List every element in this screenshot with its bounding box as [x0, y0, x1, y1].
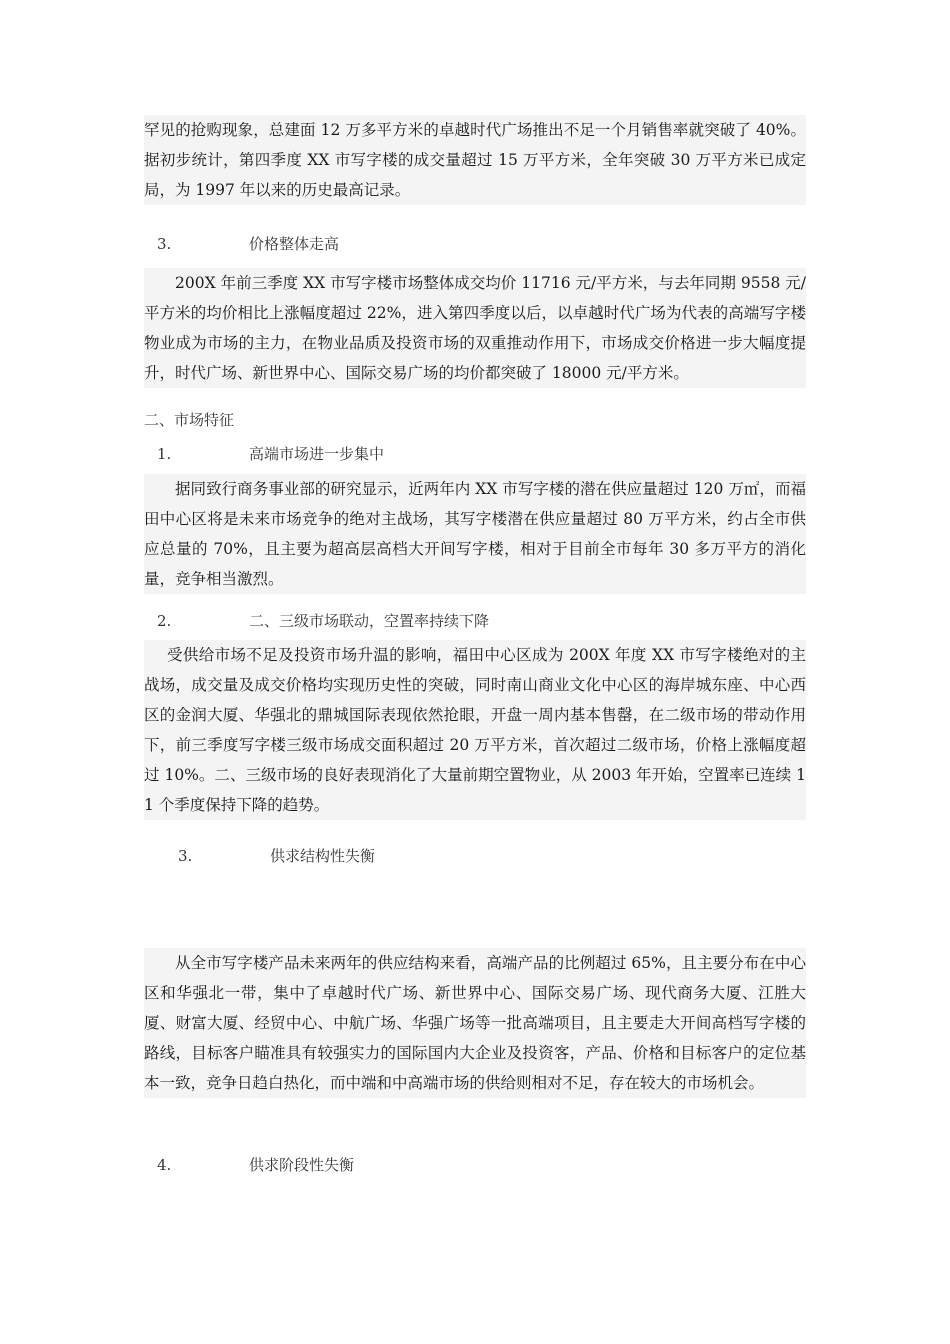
subheading-text: 供求阶段性失衡	[249, 1156, 355, 1174]
subheading-number: 3.	[178, 847, 193, 865]
subheading-structural-imbalance	[178, 844, 375, 868]
subheading-text: 高端市场进一步集中	[249, 445, 385, 463]
subheading-number: 4.	[157, 1156, 172, 1174]
subheading-number: 1.	[157, 445, 172, 463]
subheading-market-linkage	[157, 609, 489, 633]
subheading-text: 价格整体走高	[249, 235, 340, 253]
paragraph-price-details: 200X 年前三季度 XX 市写字楼市场整体成交均价 11716 元/平方米，与去年同期 9558 元/平方米的均价相比上涨幅度超过 22%，进入第四季度以后，以卓越时代广场为代表的高端写字楼物业成为市场的主力，在物业品质及投资市场的双重推动作用下，市场成交价格进一步大幅度提升，时代广场、新世界中心、国际交易广场的均价都突破了 18000 元/平方米。	[144, 268, 806, 388]
paragraph-sales-record: 罕见的抢购现象，总建面 12 万多平方米的卓越时代广场推出不足一个月销售率就突破了 40%。据初步统计，第四季度 XX 市写字楼的成交量超过 15 万平方米，全年突破 30 万平方米已成定局，为 1997 年以来的历史最高记录。	[144, 115, 806, 205]
subheading-text: 供求结构性失衡	[270, 847, 376, 865]
paragraph-supply-research: 据同致行商务事业部的研究显示，近两年内 XX 市写字楼的潜在供应量超过 120 万㎡，而福田中心区将是未来市场竞争的绝对主战场，其写字楼潜在供应量超过 80 万平方米，约占全市供应总量的 70%，且主要为超高层高档大开间写字楼，相对于目前全市每年 30 多万平方的消化量，竞争相当激烈。	[144, 474, 806, 594]
paragraph-supply-structure: 从全市写字楼产品未来两年的供应结构来看，高端产品的比例超过 65%，且主要分布在中心区和华强北一带，集中了卓越时代广场、新世界中心、国际交易广场、现代商务大厦、江胜大厦、财富大厦、经贸中心、中航广场、华强广场等一批高端项目，且主要走大开间高档写字楼的路线，目标客户瞄准具有较强实力的国际国内大企业及投资客，产品、价格和目标客户的定位基本一致，竞争日趋白热化，而中端和中高端市场的供给则相对不足，存在较大的市场机会。	[144, 948, 806, 1098]
subheading-number: 3.	[157, 235, 172, 253]
subheading-text: 二、三级市场联动，空置率持续下降	[249, 612, 490, 630]
section-title-market-features: 二、市场特征	[144, 411, 235, 429]
subheading-stage-imbalance	[157, 1153, 354, 1177]
subheading-price-trend	[157, 232, 339, 256]
subheading-high-end-concentration	[157, 442, 384, 466]
paragraph-vacancy-decline: 受供给市场不足及投资市场升温的影响，福田中心区成为 200X 年度 XX 市写字楼绝对的主战场，成交量及成交价格均实现历史性的突破，同时南山商业文化中心区的海岸城东座、中心西区的金润大厦、华强北的鼎城国际表现依然抢眼，开盘一周内基本售罄，在二级市场的带动作用下，前三季度写字楼三级市场成交面积超过 20 万平方米，首次超过二级市场，价格上涨幅度超过 10%。二、三级市场的良好表现消化了大量前期空置物业，从 2003 年开始，空置率已连续 11 个季度保持下降的趋势。	[144, 640, 806, 820]
subheading-number: 2.	[157, 612, 172, 630]
